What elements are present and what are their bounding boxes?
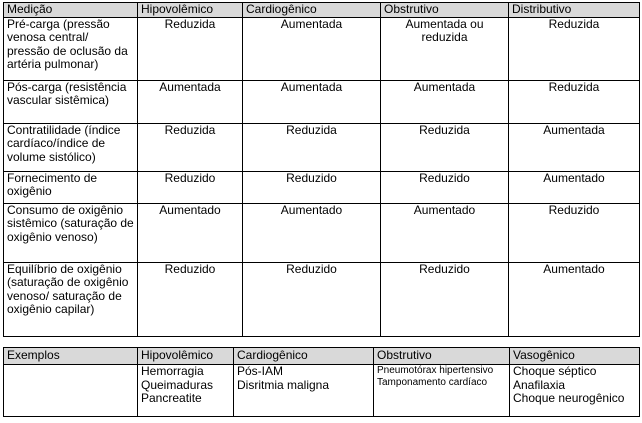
table-row: [4, 80, 640, 123]
list-item: Choque neurogênico: [513, 391, 625, 405]
cell-value: Aumentado: [381, 203, 509, 262]
row-label: Contratilidade (índice cardíaco/índice de volume sistólico): [4, 123, 138, 171]
cell-value: Reduzido: [381, 262, 509, 336]
table-row: [4, 123, 640, 171]
cell-value: Reduzida: [243, 123, 381, 171]
examples-obstrutivo-cell: [374, 365, 510, 417]
row-label: Consumo de oxigênio sistêmico (saturação de oxigênio venoso): [4, 203, 138, 262]
cell-value: Reduzido: [509, 203, 640, 262]
table-row: [4, 365, 640, 417]
header-obstrutivo: Obstrutivo: [374, 348, 510, 365]
row-label: Equilíbrio de oxigênio (saturação de oxigênio venoso/ saturação de oxigênio capilar): [4, 262, 138, 336]
examples-hipovolemico-cell: [138, 365, 234, 417]
list-item: Queimaduras: [141, 377, 214, 392]
header-hipovolemico: Hipovolêmico: [138, 348, 234, 365]
header-obstrutivo: Obstrutivo: [381, 3, 509, 18]
cell-value: Reduzida: [509, 80, 640, 123]
examples-header-row: [4, 348, 640, 365]
cell-value: Reduzida: [138, 123, 243, 171]
list-item: Pós-IAM: [237, 364, 284, 378]
examples-table: [3, 347, 640, 417]
hemodynamic-header-row: [4, 3, 640, 18]
table-row: [4, 262, 640, 336]
header-medicao: Medição: [4, 3, 138, 18]
cell-value: Reduzido: [243, 262, 381, 336]
list-item: Choque séptico: [513, 364, 597, 378]
cell-value: Reduzida: [509, 17, 640, 80]
cell-value: Aumentado: [243, 203, 381, 262]
cell-value: Reduzido: [381, 171, 509, 203]
cell-value: Aumentado: [509, 171, 640, 203]
list-item: Pancreatite: [141, 391, 202, 405]
hemodynamic-table: [3, 2, 640, 337]
row-label: Fornecimento de oxigênio: [4, 171, 138, 203]
cell-value: Reduzida: [381, 123, 509, 171]
examples-vasogenico-cell: [510, 365, 640, 417]
cell-value: Reduzido: [138, 262, 243, 336]
cell-value: Aumentada: [243, 80, 381, 123]
table-row: [4, 17, 640, 80]
header-distributivo: Distributivo: [509, 3, 640, 18]
list-item: Disritmia maligna: [237, 377, 330, 392]
header-hipovolemico: Hipovolêmico: [138, 3, 243, 18]
list-item: Anafilaxia: [513, 377, 566, 392]
list-item: Hemorragia: [141, 364, 204, 378]
header-vasogenico: Vasogênico: [510, 348, 640, 365]
cell-value: Aumentado: [509, 262, 640, 336]
cell-value: Aumentada: [138, 80, 243, 123]
cell-value: Aumentada ou reduzida: [381, 17, 509, 80]
list-item: Tamponamento cardíaco: [377, 377, 488, 388]
cell-value: Reduzida: [138, 17, 243, 80]
header-cardiogenico: Cardiogênico: [234, 348, 374, 365]
header-cardiogenico: Cardiogênico: [243, 3, 381, 18]
list-item: Pneumotórax hipertensivo: [377, 365, 494, 376]
cell-value: Reduzido: [243, 171, 381, 203]
examples-cardiogenico-cell: [234, 365, 374, 417]
row-label: Pré-carga (pressão venosa central/ pressão de oclusão da artéria pulmonar): [4, 17, 138, 80]
table-row: [4, 171, 640, 203]
table-row: [4, 203, 640, 262]
header-exemplos: Exemplos: [4, 348, 138, 365]
cell-value: Aumentada: [243, 17, 381, 80]
cell-value: Reduzido: [138, 171, 243, 203]
row-label: Pós-carga (resistência vascular sistêmica): [4, 80, 138, 123]
cell-value: Aumentada: [509, 123, 640, 171]
examples-empty-cell: [4, 365, 138, 417]
cell-value: Aumentada: [381, 80, 509, 123]
cell-value: Aumentado: [138, 203, 243, 262]
